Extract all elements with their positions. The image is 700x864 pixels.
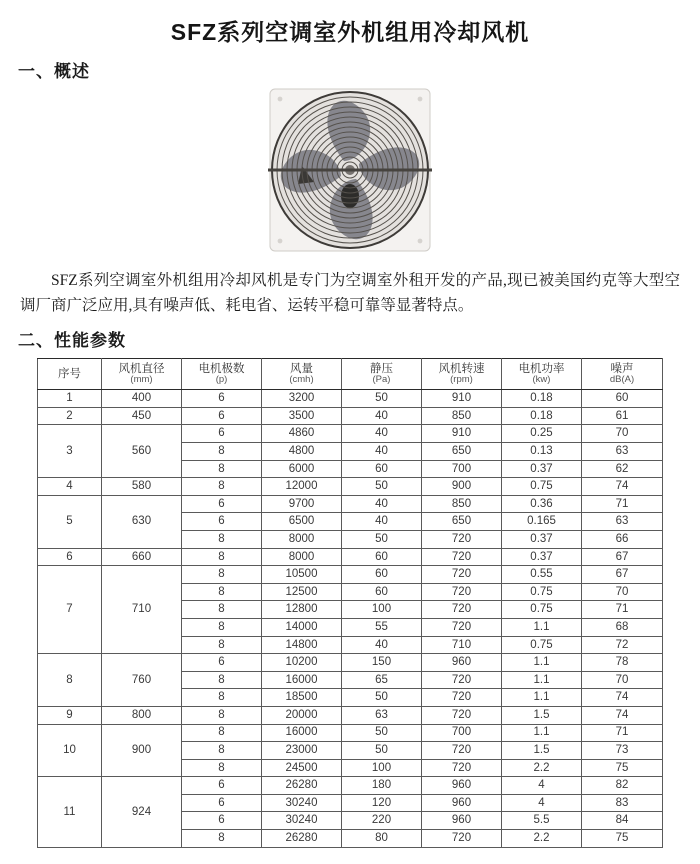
cell-motor-power: 0.18 xyxy=(502,390,582,408)
cell-motor-poles: 8 xyxy=(182,618,262,636)
column-header-name: 风量 xyxy=(290,362,313,375)
performance-table xyxy=(37,358,663,847)
cell-serial-no: 4 xyxy=(38,478,102,496)
cell-air-volume: 8000 xyxy=(262,530,342,548)
cell-motor-poles: 8 xyxy=(182,689,262,707)
cell-air-volume: 3200 xyxy=(262,390,342,408)
cell-motor-poles: 8 xyxy=(182,706,262,724)
cell-static-pressure: 60 xyxy=(342,583,422,601)
cell-motor-power: 0.55 xyxy=(502,566,582,584)
cell-motor-power: 0.25 xyxy=(502,425,582,443)
cell-motor-poles: 8 xyxy=(182,759,262,777)
cell-noise: 74 xyxy=(582,706,663,724)
cell-motor-poles: 8 xyxy=(182,724,262,742)
cell-motor-power: 0.13 xyxy=(502,443,582,461)
cell-noise: 63 xyxy=(582,443,663,461)
cell-motor-power: 2.2 xyxy=(502,830,582,848)
cell-air-volume: 12000 xyxy=(262,478,342,496)
cell-fan-speed: 700 xyxy=(422,724,502,742)
column-header-name: 风机转速 xyxy=(438,362,485,375)
cell-static-pressure: 80 xyxy=(342,830,422,848)
cell-static-pressure: 120 xyxy=(342,794,422,812)
table-header-row xyxy=(38,359,663,390)
section-performance-heading: 二、性能参数 xyxy=(18,331,126,351)
cell-noise: 71 xyxy=(582,495,663,513)
cell-serial-no: 9 xyxy=(38,706,102,724)
table-row xyxy=(38,425,663,443)
cell-fan-diameter: 660 xyxy=(102,548,182,566)
cell-fan-speed: 960 xyxy=(422,654,502,672)
cell-fan-diameter: 400 xyxy=(102,390,182,408)
cell-air-volume: 4860 xyxy=(262,425,342,443)
cell-fan-speed: 720 xyxy=(422,830,502,848)
column-header-6 xyxy=(502,359,582,390)
column-header-5 xyxy=(422,359,502,390)
fan-image xyxy=(241,84,459,256)
cell-air-volume: 26280 xyxy=(262,777,342,795)
cell-static-pressure: 50 xyxy=(342,478,422,496)
cell-serial-no: 8 xyxy=(38,654,102,707)
cell-fan-speed: 850 xyxy=(422,407,502,425)
cell-fan-speed: 720 xyxy=(422,548,502,566)
cell-fan-speed: 720 xyxy=(422,742,502,760)
cell-static-pressure: 40 xyxy=(342,636,422,654)
cell-motor-poles: 6 xyxy=(182,794,262,812)
cell-noise: 66 xyxy=(582,530,663,548)
cell-fan-speed: 720 xyxy=(422,706,502,724)
cell-noise: 62 xyxy=(582,460,663,478)
cell-static-pressure: 50 xyxy=(342,724,422,742)
column-header-unit: (Pa) xyxy=(372,374,391,386)
cell-fan-speed: 720 xyxy=(422,759,502,777)
cell-static-pressure: 60 xyxy=(342,566,422,584)
cell-serial-no: 6 xyxy=(38,548,102,566)
cell-serial-no: 10 xyxy=(38,724,102,777)
table-row xyxy=(38,777,663,795)
cell-static-pressure: 55 xyxy=(342,618,422,636)
cell-motor-power: 1.1 xyxy=(502,689,582,707)
column-header-name: 静压 xyxy=(370,362,393,375)
cell-motor-poles: 8 xyxy=(182,566,262,584)
cell-motor-power: 0.37 xyxy=(502,460,582,478)
column-header-unit: (p) xyxy=(215,374,228,386)
cell-fan-diameter: 450 xyxy=(102,407,182,425)
table-row xyxy=(38,706,663,724)
cell-fan-diameter: 710 xyxy=(102,566,182,654)
cell-motor-power: 4 xyxy=(502,777,582,795)
cell-air-volume: 14800 xyxy=(262,636,342,654)
column-header-unit: (mm) xyxy=(130,374,153,386)
cell-static-pressure: 150 xyxy=(342,654,422,672)
table-row xyxy=(38,495,663,513)
cell-motor-power: 1.1 xyxy=(502,654,582,672)
cell-noise: 67 xyxy=(582,548,663,566)
cell-motor-power: 0.75 xyxy=(502,601,582,619)
overview-paragraph: SFZ系列空调室外机组用冷却风机是专门为空调室外租开发的产品,现已被美国约克等大型空调厂商广泛应用,具有噪声低、耗电省、运转平稳可靠等显著特点。 xyxy=(20,272,680,315)
cell-fan-diameter: 760 xyxy=(102,654,182,707)
cell-motor-poles: 8 xyxy=(182,530,262,548)
cell-motor-poles: 8 xyxy=(182,636,262,654)
cell-static-pressure: 50 xyxy=(342,390,422,408)
cell-motor-poles: 8 xyxy=(182,460,262,478)
cell-motor-poles: 8 xyxy=(182,671,262,689)
cell-motor-poles: 8 xyxy=(182,742,262,760)
column-header-unit: dB(A) xyxy=(609,374,635,386)
cell-noise: 75 xyxy=(582,759,663,777)
cell-noise: 71 xyxy=(582,601,663,619)
cell-fan-speed: 650 xyxy=(422,513,502,531)
cell-motor-power: 1.1 xyxy=(502,724,582,742)
cell-motor-poles: 6 xyxy=(182,425,262,443)
cell-air-volume: 16000 xyxy=(262,724,342,742)
cell-air-volume: 16000 xyxy=(262,671,342,689)
fan-product-figure xyxy=(18,82,682,258)
table-row xyxy=(38,724,663,742)
cell-fan-speed: 720 xyxy=(422,566,502,584)
table-body xyxy=(38,390,663,847)
cell-air-volume: 26280 xyxy=(262,830,342,848)
cell-motor-power: 1.5 xyxy=(502,742,582,760)
cell-noise: 78 xyxy=(582,654,663,672)
section-overview-heading: 一、概述 xyxy=(18,62,90,81)
table-row xyxy=(38,407,663,425)
cell-static-pressure: 50 xyxy=(342,689,422,707)
cell-serial-no: 11 xyxy=(38,777,102,847)
cell-noise: 74 xyxy=(582,478,663,496)
cell-air-volume: 24500 xyxy=(262,759,342,777)
column-header-name: 电机极数 xyxy=(198,362,245,375)
cell-noise: 61 xyxy=(582,407,663,425)
column-header-2 xyxy=(182,359,262,390)
cell-air-volume: 8000 xyxy=(262,548,342,566)
cell-fan-diameter: 924 xyxy=(102,777,182,847)
cell-motor-power: 1.5 xyxy=(502,706,582,724)
cell-noise: 70 xyxy=(582,583,663,601)
cell-air-volume: 14000 xyxy=(262,618,342,636)
column-header-name: 风机直径 xyxy=(118,362,165,375)
cell-air-volume: 30240 xyxy=(262,794,342,812)
cell-noise: 72 xyxy=(582,636,663,654)
cell-motor-poles: 8 xyxy=(182,478,262,496)
cell-noise: 75 xyxy=(582,830,663,848)
page-title: SFZ系列空调室外机组用冷却风机 xyxy=(170,19,530,45)
cell-air-volume: 12800 xyxy=(262,601,342,619)
cell-air-volume: 30240 xyxy=(262,812,342,830)
table-row xyxy=(38,654,663,672)
column-header-4 xyxy=(342,359,422,390)
cell-fan-speed: 850 xyxy=(422,495,502,513)
cell-noise: 71 xyxy=(582,724,663,742)
cell-noise: 68 xyxy=(582,618,663,636)
table-header xyxy=(38,359,663,390)
table-row xyxy=(38,390,663,408)
cell-serial-no: 3 xyxy=(38,425,102,478)
column-header-7 xyxy=(582,359,663,390)
cell-air-volume: 3500 xyxy=(262,407,342,425)
cell-motor-poles: 8 xyxy=(182,443,262,461)
cell-static-pressure: 65 xyxy=(342,671,422,689)
column-header-unit: (rpm) xyxy=(450,374,473,386)
cell-motor-power: 0.165 xyxy=(502,513,582,531)
cell-motor-poles: 8 xyxy=(182,601,262,619)
cell-noise: 63 xyxy=(582,513,663,531)
cell-serial-no: 1 xyxy=(38,390,102,408)
column-header-name: 序号 xyxy=(58,367,81,380)
cell-air-volume: 10200 xyxy=(262,654,342,672)
cell-air-volume: 6000 xyxy=(262,460,342,478)
cell-fan-diameter: 630 xyxy=(102,495,182,548)
cell-static-pressure: 40 xyxy=(342,425,422,443)
cell-fan-diameter: 560 xyxy=(102,425,182,478)
cell-static-pressure: 40 xyxy=(342,443,422,461)
cell-static-pressure: 180 xyxy=(342,777,422,795)
cell-air-volume: 20000 xyxy=(262,706,342,724)
cell-noise: 82 xyxy=(582,777,663,795)
cell-motor-power: 0.36 xyxy=(502,495,582,513)
cell-motor-power: 0.75 xyxy=(502,636,582,654)
cell-motor-power: 2.2 xyxy=(502,759,582,777)
cell-motor-power: 0.18 xyxy=(502,407,582,425)
cell-fan-speed: 960 xyxy=(422,777,502,795)
cell-motor-poles: 6 xyxy=(182,513,262,531)
cell-static-pressure: 50 xyxy=(342,530,422,548)
cell-motor-poles: 8 xyxy=(182,583,262,601)
table-row xyxy=(38,478,663,496)
cell-air-volume: 23000 xyxy=(262,742,342,760)
cell-motor-poles: 8 xyxy=(182,548,262,566)
cell-serial-no: 2 xyxy=(38,407,102,425)
cell-motor-power: 0.37 xyxy=(502,530,582,548)
cell-noise: 70 xyxy=(582,425,663,443)
cell-motor-poles: 6 xyxy=(182,777,262,795)
cell-serial-no: 7 xyxy=(38,566,102,654)
cell-motor-poles: 6 xyxy=(182,390,262,408)
cell-static-pressure: 100 xyxy=(342,601,422,619)
cell-static-pressure: 60 xyxy=(342,548,422,566)
cell-static-pressure: 60 xyxy=(342,460,422,478)
cell-motor-power: 4 xyxy=(502,794,582,812)
cell-static-pressure: 40 xyxy=(342,495,422,513)
cell-static-pressure: 50 xyxy=(342,742,422,760)
cell-noise: 84 xyxy=(582,812,663,830)
column-header-unit: (kw) xyxy=(532,374,551,386)
cell-motor-power: 5.5 xyxy=(502,812,582,830)
cell-motor-power: 0.75 xyxy=(502,583,582,601)
cell-static-pressure: 40 xyxy=(342,407,422,425)
cell-fan-speed: 700 xyxy=(422,460,502,478)
cell-motor-poles: 6 xyxy=(182,495,262,513)
cell-noise: 70 xyxy=(582,671,663,689)
cell-static-pressure: 63 xyxy=(342,706,422,724)
cell-fan-speed: 910 xyxy=(422,390,502,408)
cell-static-pressure: 40 xyxy=(342,513,422,531)
column-header-unit: (cmh) xyxy=(289,374,314,386)
cell-fan-speed: 710 xyxy=(422,636,502,654)
cell-noise: 83 xyxy=(582,794,663,812)
cell-motor-power: 1.1 xyxy=(502,671,582,689)
cell-fan-speed: 720 xyxy=(422,530,502,548)
cell-fan-speed: 960 xyxy=(422,794,502,812)
cell-static-pressure: 100 xyxy=(342,759,422,777)
column-header-name: 噪声 xyxy=(610,362,634,375)
cell-fan-speed: 910 xyxy=(422,425,502,443)
cell-fan-speed: 960 xyxy=(422,812,502,830)
cell-fan-speed: 720 xyxy=(422,601,502,619)
cell-fan-speed: 720 xyxy=(422,689,502,707)
column-header-0 xyxy=(38,359,102,390)
cell-motor-poles: 6 xyxy=(182,407,262,425)
cell-fan-diameter: 800 xyxy=(102,706,182,724)
column-header-3 xyxy=(262,359,342,390)
cell-static-pressure: 220 xyxy=(342,812,422,830)
table-row xyxy=(38,548,663,566)
cell-motor-power: 1.1 xyxy=(502,618,582,636)
cell-noise: 60 xyxy=(582,390,663,408)
cell-motor-poles: 6 xyxy=(182,812,262,830)
cell-noise: 74 xyxy=(582,689,663,707)
cell-fan-speed: 720 xyxy=(422,618,502,636)
cell-fan-speed: 650 xyxy=(422,443,502,461)
cell-air-volume: 10500 xyxy=(262,566,342,584)
column-header-1 xyxy=(102,359,182,390)
cell-air-volume: 9700 xyxy=(262,495,342,513)
cell-fan-diameter: 900 xyxy=(102,724,182,777)
cell-air-volume: 12500 xyxy=(262,583,342,601)
cell-noise: 67 xyxy=(582,566,663,584)
cell-serial-no: 5 xyxy=(38,495,102,548)
cell-motor-power: 0.75 xyxy=(502,478,582,496)
cell-air-volume: 4800 xyxy=(262,443,342,461)
cell-fan-speed: 900 xyxy=(422,478,502,496)
cell-motor-power: 0.37 xyxy=(502,548,582,566)
cell-motor-poles: 8 xyxy=(182,830,262,848)
cell-air-volume: 18500 xyxy=(262,689,342,707)
cell-noise: 73 xyxy=(582,742,663,760)
cell-air-volume: 6500 xyxy=(262,513,342,531)
table-row xyxy=(38,566,663,584)
cell-motor-poles: 6 xyxy=(182,654,262,672)
cell-fan-speed: 720 xyxy=(422,583,502,601)
cell-fan-speed: 720 xyxy=(422,671,502,689)
cell-fan-diameter: 580 xyxy=(102,478,182,496)
column-header-name: 电机功率 xyxy=(518,362,565,375)
